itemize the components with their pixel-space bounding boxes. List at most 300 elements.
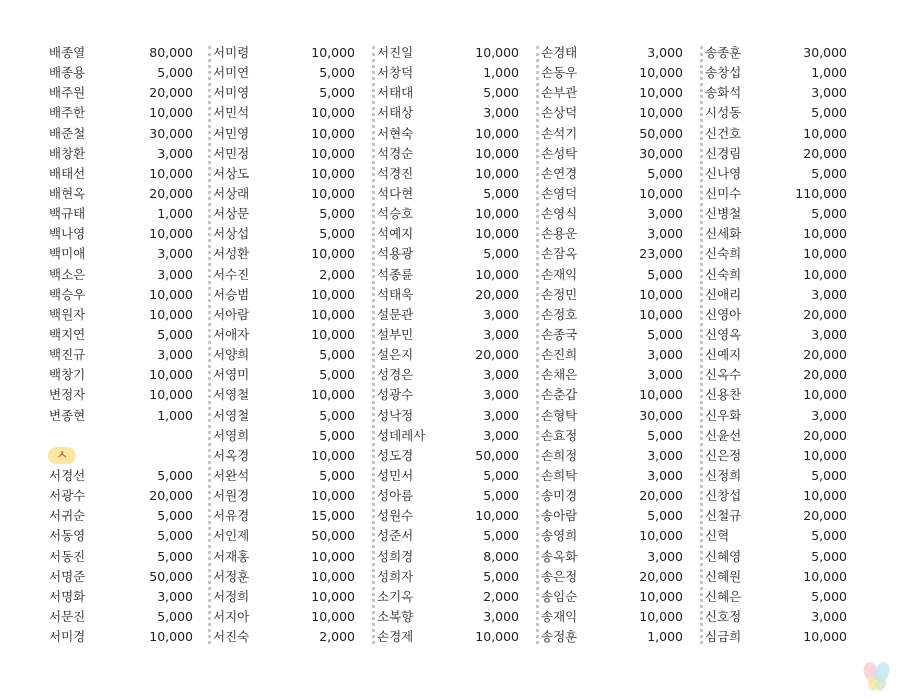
donor-row bbox=[376, 83, 540, 103]
donation-amount: 8,000 bbox=[483, 548, 519, 564]
section-header-row bbox=[48, 446, 212, 466]
donation-amount: 10,000 bbox=[311, 608, 355, 624]
donor-row bbox=[212, 587, 376, 607]
donation-amount: 30,000 bbox=[639, 145, 683, 161]
donor-name: 성광수 bbox=[377, 387, 414, 403]
donor-row bbox=[48, 244, 212, 264]
donor-name: 손용운 bbox=[541, 226, 578, 242]
donor-name: 성원수 bbox=[377, 508, 414, 524]
donation-amount: 3,000 bbox=[483, 608, 519, 624]
donor-name: 석예지 bbox=[377, 226, 414, 242]
donor-name: 성희자 bbox=[377, 568, 414, 584]
donor-row bbox=[212, 124, 376, 144]
donation-amount: 3,000 bbox=[811, 407, 847, 423]
donor-name: 신세화 bbox=[705, 226, 742, 242]
donor-name: 변종현 bbox=[49, 407, 86, 423]
donor-column bbox=[48, 43, 212, 647]
donor-row bbox=[212, 224, 376, 244]
donor-name: 손정호 bbox=[541, 306, 578, 322]
donation-amount: 10,000 bbox=[311, 568, 355, 584]
donation-amount: 10,000 bbox=[311, 387, 355, 403]
donor-row bbox=[212, 265, 376, 285]
donation-amount: 10,000 bbox=[475, 206, 519, 222]
donation-amount: 1,000 bbox=[157, 206, 193, 222]
donor-name bbox=[48, 426, 127, 446]
donor-name: 서진일 bbox=[377, 45, 414, 60]
donor-row bbox=[704, 627, 868, 647]
donor-row bbox=[212, 506, 376, 526]
donor-name: 신영옥 bbox=[705, 326, 742, 342]
donor-row bbox=[376, 627, 540, 647]
donation-amount: 15,000 bbox=[311, 508, 355, 524]
donor-row bbox=[212, 305, 376, 325]
donor-name: 신미수 bbox=[705, 185, 742, 201]
donor-row bbox=[212, 63, 376, 83]
donor-row bbox=[48, 506, 212, 526]
donor-name: 송정훈 bbox=[541, 629, 578, 645]
donor-name: 서동영 bbox=[49, 528, 86, 544]
donation-amount: 5,000 bbox=[811, 165, 847, 181]
donor-row bbox=[48, 466, 212, 486]
donor-name: 서원경 bbox=[213, 488, 250, 504]
donor-row bbox=[540, 305, 704, 325]
donor-row bbox=[376, 526, 540, 546]
donor-name: 석경진 bbox=[377, 165, 414, 181]
donor-name: 신호정 bbox=[705, 608, 742, 624]
donation-amount: 10,000 bbox=[149, 165, 193, 181]
donor-row bbox=[48, 83, 212, 103]
donor-name: 서경선 bbox=[49, 467, 86, 483]
donation-amount: 20,000 bbox=[803, 508, 847, 524]
donor-name: 서완석 bbox=[213, 467, 250, 483]
donor-row bbox=[48, 103, 212, 123]
donation-amount: 10,000 bbox=[475, 266, 519, 282]
donor-name: 손채은 bbox=[541, 367, 578, 383]
donor-row bbox=[704, 385, 868, 405]
donation-amount: 3,000 bbox=[483, 105, 519, 121]
donor-row bbox=[540, 244, 704, 264]
donor-name: 서현숙 bbox=[377, 125, 414, 141]
donor-name: 서정훈 bbox=[213, 568, 250, 584]
donor-name: 성데레사 bbox=[377, 427, 426, 443]
donation-amount: 3,000 bbox=[483, 407, 519, 423]
donor-row bbox=[48, 365, 212, 385]
donation-amount: 5,000 bbox=[647, 427, 683, 443]
donor-row bbox=[212, 244, 376, 264]
donation-amount: 110,000 bbox=[795, 185, 847, 201]
donation-amount: 5,000 bbox=[157, 467, 193, 483]
donor-row bbox=[704, 83, 868, 103]
donor-row bbox=[540, 426, 704, 446]
donor-row bbox=[48, 63, 212, 83]
donor-row bbox=[212, 547, 376, 567]
donor-row bbox=[376, 547, 540, 567]
donor-row bbox=[48, 486, 212, 506]
donor-row bbox=[212, 526, 376, 546]
donor-row bbox=[212, 164, 376, 184]
donor-name: 배주한 bbox=[49, 105, 86, 121]
donor-name: 백규태 bbox=[49, 206, 86, 222]
donation-amount: 3,000 bbox=[157, 266, 193, 282]
donor-row bbox=[212, 607, 376, 627]
donation-amount: 10,000 bbox=[149, 387, 193, 403]
donation-amount: 10,000 bbox=[639, 85, 683, 101]
donation-amount: 10,000 bbox=[311, 326, 355, 342]
donor-row bbox=[212, 204, 376, 224]
donor-row bbox=[48, 305, 212, 325]
donor-column bbox=[704, 43, 868, 647]
donor-row bbox=[48, 607, 212, 627]
donor-name: 배현옥 bbox=[49, 185, 86, 201]
donation-amount: 10,000 bbox=[803, 568, 847, 584]
donor-name: 배종용 bbox=[49, 65, 86, 81]
donor-name: 손희정 bbox=[541, 447, 578, 463]
donor-row bbox=[704, 124, 868, 144]
donation-amount: 3,000 bbox=[647, 226, 683, 242]
donor-row bbox=[48, 385, 212, 405]
donor-name: 신옥수 bbox=[705, 367, 742, 383]
donation-amount: 5,000 bbox=[811, 206, 847, 222]
donor-name: 신건호 bbox=[705, 125, 742, 141]
donor-row bbox=[48, 547, 212, 567]
donation-amount: 30,000 bbox=[639, 407, 683, 423]
donor-name: 백지연 bbox=[49, 326, 86, 342]
donation-amount: 5,000 bbox=[483, 85, 519, 101]
donor-name: 서상문 bbox=[213, 206, 250, 222]
donor-name: 백창기 bbox=[49, 367, 86, 383]
donor-row bbox=[212, 486, 376, 506]
donor-name: 신경림 bbox=[705, 145, 742, 161]
donation-amount: 10,000 bbox=[639, 185, 683, 201]
donor-name: 서미연 bbox=[213, 65, 250, 81]
donation-amount: 5,000 bbox=[157, 65, 193, 81]
donation-amount bbox=[127, 426, 193, 446]
donation-amount: 1,000 bbox=[811, 65, 847, 81]
donor-row bbox=[376, 345, 540, 365]
donor-row bbox=[212, 385, 376, 405]
donor-row bbox=[376, 325, 540, 345]
donor-name: 신용찬 bbox=[705, 387, 742, 403]
donation-amount: 10,000 bbox=[475, 145, 519, 161]
donor-name: 성민서 bbox=[377, 467, 414, 483]
donation-amount: 20,000 bbox=[803, 367, 847, 383]
donor-name: 심금희 bbox=[705, 629, 742, 645]
donor-name: 신예지 bbox=[705, 347, 742, 363]
donation-amount: 10,000 bbox=[311, 488, 355, 504]
donor-row bbox=[704, 305, 868, 325]
donor-row bbox=[376, 506, 540, 526]
donation-amount: 5,000 bbox=[811, 105, 847, 121]
donor-row bbox=[48, 164, 212, 184]
donation-amount: 5,000 bbox=[483, 467, 519, 483]
donor-row bbox=[212, 83, 376, 103]
donation-amount: 10,000 bbox=[639, 588, 683, 604]
donor-name: 송재익 bbox=[541, 608, 578, 624]
donor-name: 백원자 bbox=[49, 306, 86, 322]
donor-row bbox=[376, 406, 540, 426]
donor-name: 서창덕 bbox=[377, 65, 414, 81]
donor-name: 신창섭 bbox=[705, 488, 742, 504]
donor-name: 서정희 bbox=[213, 588, 250, 604]
donor-name: 석태욱 bbox=[377, 286, 414, 302]
donation-amount: 10,000 bbox=[639, 65, 683, 81]
donation-amount: 10,000 bbox=[149, 367, 193, 383]
donation-amount: 10,000 bbox=[639, 608, 683, 624]
donor-name: 손잠옥 bbox=[541, 246, 578, 262]
donor-name: 백나영 bbox=[49, 226, 86, 242]
donation-amount: 10,000 bbox=[475, 629, 519, 645]
donation-amount: 2,000 bbox=[319, 629, 355, 645]
donor-row bbox=[376, 224, 540, 244]
donor-row bbox=[704, 466, 868, 486]
donor-name: 서상도 bbox=[213, 165, 250, 181]
donation-amount: 2,000 bbox=[319, 266, 355, 282]
donation-amount: 3,000 bbox=[483, 306, 519, 322]
donor-name: 송창섭 bbox=[705, 65, 742, 81]
donation-amount: 5,000 bbox=[647, 326, 683, 342]
donor-name: 손정민 bbox=[541, 286, 578, 302]
donor-row bbox=[212, 627, 376, 647]
donor-name: 서상섭 bbox=[213, 226, 250, 242]
donor-row bbox=[48, 627, 212, 647]
donor-row bbox=[540, 83, 704, 103]
donor-row bbox=[212, 285, 376, 305]
donor-row bbox=[376, 305, 540, 325]
donor-row bbox=[540, 325, 704, 345]
donor-row bbox=[704, 345, 868, 365]
donor-row bbox=[540, 124, 704, 144]
donor-row bbox=[376, 124, 540, 144]
donation-amount: 10,000 bbox=[149, 306, 193, 322]
donor-row bbox=[540, 285, 704, 305]
donor-name: 성낙정 bbox=[377, 407, 414, 423]
donation-amount: 10,000 bbox=[311, 447, 355, 463]
donation-amount: 10,000 bbox=[803, 246, 847, 262]
donor-name: 성준서 bbox=[377, 528, 414, 544]
donor-name: 서유경 bbox=[213, 508, 250, 524]
donation-amount: 3,000 bbox=[647, 347, 683, 363]
donor-row bbox=[376, 103, 540, 123]
donation-amount: 10,000 bbox=[149, 286, 193, 302]
donor-name: 소복향 bbox=[377, 608, 414, 624]
donor-name: 신혜원 bbox=[705, 568, 742, 584]
donor-row bbox=[376, 385, 540, 405]
donor-row bbox=[48, 224, 212, 244]
donor-row bbox=[376, 204, 540, 224]
donation-amount: 3,000 bbox=[157, 347, 193, 363]
donor-row bbox=[212, 567, 376, 587]
donor-name: 송옥화 bbox=[541, 548, 578, 564]
donor-name: 손춘갑 bbox=[541, 387, 578, 403]
donor-name: 백소은 bbox=[49, 266, 86, 282]
donation-amount: 5,000 bbox=[811, 588, 847, 604]
donor-name: 배창환 bbox=[49, 145, 86, 161]
donor-row bbox=[704, 607, 868, 627]
donation-amount: 80,000 bbox=[149, 45, 193, 60]
donor-name: 서민정 bbox=[213, 145, 250, 161]
donation-amount: 3,000 bbox=[647, 447, 683, 463]
donor-row bbox=[704, 265, 868, 285]
donor-row bbox=[704, 63, 868, 83]
donor-row bbox=[48, 325, 212, 345]
donor-name: 손연경 bbox=[541, 165, 578, 181]
donor-name: 신정희 bbox=[705, 467, 742, 483]
donation-amount: 5,000 bbox=[319, 347, 355, 363]
donation-amount: 10,000 bbox=[803, 387, 847, 403]
donor-name: 손부관 bbox=[541, 85, 578, 101]
donation-amount: 5,000 bbox=[319, 367, 355, 383]
donor-name: 시성동 bbox=[705, 105, 742, 121]
donor-name: 서문진 bbox=[49, 608, 86, 624]
donor-row bbox=[376, 365, 540, 385]
donor-name: 서영철 bbox=[213, 407, 250, 423]
donor-row bbox=[704, 426, 868, 446]
donor-row bbox=[704, 506, 868, 526]
donor-name: 손석기 bbox=[541, 125, 578, 141]
donation-amount: 10,000 bbox=[475, 125, 519, 141]
donation-amount: 10,000 bbox=[639, 105, 683, 121]
donor-name: 손경태 bbox=[541, 45, 578, 60]
donation-amount: 20,000 bbox=[639, 488, 683, 504]
donor-row bbox=[540, 406, 704, 426]
donor-row bbox=[376, 285, 540, 305]
donor-row bbox=[48, 144, 212, 164]
donor-row bbox=[540, 345, 704, 365]
donation-amount: 5,000 bbox=[157, 608, 193, 624]
donation-amount: 10,000 bbox=[475, 508, 519, 524]
donor-name: 송은정 bbox=[541, 568, 578, 584]
donation-amount: 10,000 bbox=[311, 548, 355, 564]
donor-name: 서애자 bbox=[213, 326, 250, 342]
donor-row bbox=[704, 204, 868, 224]
donor-row bbox=[376, 426, 540, 446]
donation-amount: 10,000 bbox=[311, 45, 355, 60]
donor-row bbox=[212, 365, 376, 385]
donor-name: 송아람 bbox=[541, 508, 578, 524]
section-header-badge: ㅅ bbox=[48, 447, 76, 464]
donor-row bbox=[540, 224, 704, 244]
donor-row bbox=[48, 184, 212, 204]
donation-amount: 2,000 bbox=[483, 588, 519, 604]
donor-name: 송종훈 bbox=[705, 45, 742, 60]
donor-row bbox=[540, 63, 704, 83]
donor-row bbox=[48, 43, 212, 63]
donation-amount: 23,000 bbox=[639, 246, 683, 262]
donor-row bbox=[376, 587, 540, 607]
donation-amount: 5,000 bbox=[647, 266, 683, 282]
donation-amount: 5,000 bbox=[811, 528, 847, 544]
donation-amount: 3,000 bbox=[483, 427, 519, 443]
donation-amount: 5,000 bbox=[157, 508, 193, 524]
donor-name: 서아람 bbox=[213, 306, 250, 322]
donation-amount: 3,000 bbox=[483, 326, 519, 342]
donation-amount: 5,000 bbox=[319, 407, 355, 423]
donor-name: 손효정 bbox=[541, 427, 578, 443]
donation-amount: 3,000 bbox=[811, 608, 847, 624]
donor-row bbox=[376, 567, 540, 587]
donation-amount: 5,000 bbox=[811, 467, 847, 483]
donation-amount: 3,000 bbox=[811, 286, 847, 302]
donation-amount: 3,000 bbox=[157, 145, 193, 161]
donor-row bbox=[212, 103, 376, 123]
donation-amount: 10,000 bbox=[311, 145, 355, 161]
donor-row bbox=[704, 164, 868, 184]
donor-row bbox=[212, 466, 376, 486]
donor-column bbox=[540, 43, 704, 647]
donor-row bbox=[540, 627, 704, 647]
donor-name: 신혜영 bbox=[705, 548, 742, 564]
donation-amount: 10,000 bbox=[475, 45, 519, 60]
donation-amount: 10,000 bbox=[311, 306, 355, 322]
donor-row bbox=[704, 224, 868, 244]
donation-amount: 3,000 bbox=[811, 326, 847, 342]
donor-name: 서옥경 bbox=[213, 447, 250, 463]
donor-name: 송영희 bbox=[541, 528, 578, 544]
donor-row bbox=[540, 446, 704, 466]
donor-name: 서동진 bbox=[49, 548, 86, 564]
donation-amount: 30,000 bbox=[149, 125, 193, 141]
donation-amount: 3,000 bbox=[157, 246, 193, 262]
donor-row bbox=[376, 466, 540, 486]
donor-name: 신병철 bbox=[705, 206, 742, 222]
donation-amount: 20,000 bbox=[149, 488, 193, 504]
donor-name: 서광수 bbox=[49, 488, 86, 504]
donation-amount: 10,000 bbox=[311, 185, 355, 201]
donation-amount: 10,000 bbox=[803, 125, 847, 141]
donor-row bbox=[212, 406, 376, 426]
donor-name: 서민영 bbox=[213, 125, 250, 141]
donor-row bbox=[48, 567, 212, 587]
donation-amount: 50,000 bbox=[475, 447, 519, 463]
donor-row bbox=[540, 607, 704, 627]
donor-row bbox=[212, 345, 376, 365]
donor-row bbox=[212, 426, 376, 446]
donation-amount: 10,000 bbox=[149, 105, 193, 121]
donor-name: 손성탁 bbox=[541, 145, 578, 161]
donation-amount: 10,000 bbox=[803, 226, 847, 242]
donor-row bbox=[376, 164, 540, 184]
donor-name: 배태선 bbox=[49, 165, 86, 181]
donor-name: 서양희 bbox=[213, 347, 250, 363]
donor-row bbox=[704, 547, 868, 567]
donor-row bbox=[540, 365, 704, 385]
donor-row bbox=[704, 567, 868, 587]
donation-amount: 20,000 bbox=[475, 286, 519, 302]
donor-name: 손경제 bbox=[377, 629, 414, 645]
donation-amount: 5,000 bbox=[647, 165, 683, 181]
donation-amount: 3,000 bbox=[483, 367, 519, 383]
donor-name: 설부민 bbox=[377, 326, 414, 342]
donation-amount: 1,000 bbox=[157, 407, 193, 423]
donor-row bbox=[376, 446, 540, 466]
donor-row bbox=[540, 506, 704, 526]
donation-amount: 3,000 bbox=[647, 467, 683, 483]
donor-row bbox=[212, 43, 376, 63]
donor-name: 송임순 bbox=[541, 588, 578, 604]
donor-name: 손종국 bbox=[541, 326, 578, 342]
donation-amount: 50,000 bbox=[311, 528, 355, 544]
donor-name: 석종륜 bbox=[377, 266, 414, 282]
donation-amount: 5,000 bbox=[157, 326, 193, 342]
donation-amount: 5,000 bbox=[319, 427, 355, 443]
donor-name: 송화석 bbox=[705, 85, 742, 101]
donation-amount: 3,000 bbox=[647, 45, 683, 60]
donor-row bbox=[212, 325, 376, 345]
donor-name: 서민석 bbox=[213, 105, 250, 121]
donor-name: 손상덕 bbox=[541, 105, 578, 121]
donor-name: 서재홍 bbox=[213, 548, 250, 564]
donation-amount: 10,000 bbox=[311, 246, 355, 262]
